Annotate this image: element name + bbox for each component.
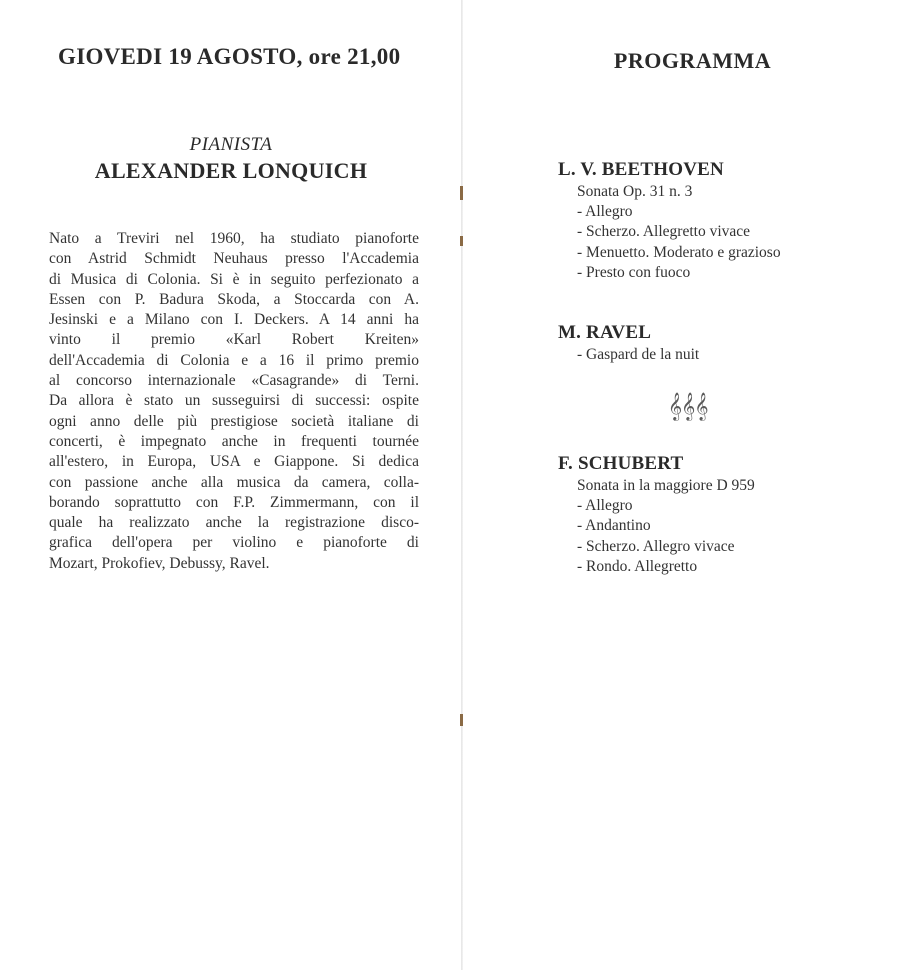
bio-line: dell'Accademia di Colonia e a 16 il primo premio [49,351,419,369]
works-beethoven [577,182,781,283]
program-heading: PROGRAMMA [613,48,772,73]
bio-line: con passione anche alla musica da camera, colla- [49,473,419,491]
bio-line: con Astrid Schmidt Neuhaus presso l'Accademia [49,250,419,268]
performer-name: ALEXANDER LONQUICH [94,158,368,183]
work-item: Sonata in la maggiore D 959 [577,477,755,494]
composer-ravel: M. RAVEL [558,322,652,343]
bio-line: quale ha realizzato anche la registrazione disco- [49,514,419,532]
work-item: - Scherzo. Allegretto vivace [577,223,751,241]
bio-line: Jesinski e a Milano con I. Deckers. A 14 anni ha [49,311,419,329]
work-item: - Gaspard de la nuit [577,346,700,363]
bio-line: all'estero, in Europa, USA e Giappone. Si dedica [49,453,419,471]
bio-line: al concorso internazionale «Casagrande» di Terni. [49,372,419,390]
work-item: - Allegro [577,203,633,221]
work-item: - Presto con fuoco [577,263,691,281]
bio-line: Da allora è stato un susseguirsi di successi: ospite [49,392,419,410]
work-item: - Scherzo. Allegro vivace [577,537,735,555]
performer-role: PIANISTA [189,134,273,155]
works-ravel [577,345,699,365]
concert-date-heading: GIOVEDI 19 AGOSTO, ore 21,00 [58,44,401,69]
work-item: - Menuetto. Moderato e grazioso [577,243,781,261]
composer-schubert: F. SCHUBERT [558,453,684,474]
work-item: Sonata Op. 31 n. 3 [577,183,693,200]
works-schubert [577,476,755,577]
right-page [463,0,922,970]
bio-line: di Musica di Colonia. Si è in seguito perfezionato a [49,270,419,288]
work-item: - Allegro [577,497,633,515]
bio-line: Nato a Treviri nel 1960, ha studiato pianoforte [49,230,419,247]
work-item: - Rondo. Allegretto [577,557,698,575]
bio-line: Essen con P. Badura Skoda, a Stoccarda con A. [49,290,419,308]
treble-clef-ornament-icon: 𝄞𝄞𝄞 [668,394,708,420]
composer-beethoven: L. V. BEETHOVEN [558,159,724,180]
bio-line: borando soprattutto con F.P. Zimmermann, con il [49,493,419,511]
bio-line: Mozart, Prokofiev, Debussy, Ravel. [49,554,270,572]
biography [49,229,419,574]
work-item: - Andantino [577,517,651,535]
bio-line: grafica dell'opera per violino e pianoforte di [49,534,419,552]
bio-line: concerti, è impegnato anche in frequenti tournée [49,432,419,450]
bio-line: ogni anno delle più prestigiose società italiane di [49,412,419,430]
bio-line: vinto il premio «Karl Robert Kreiten» [49,331,419,349]
